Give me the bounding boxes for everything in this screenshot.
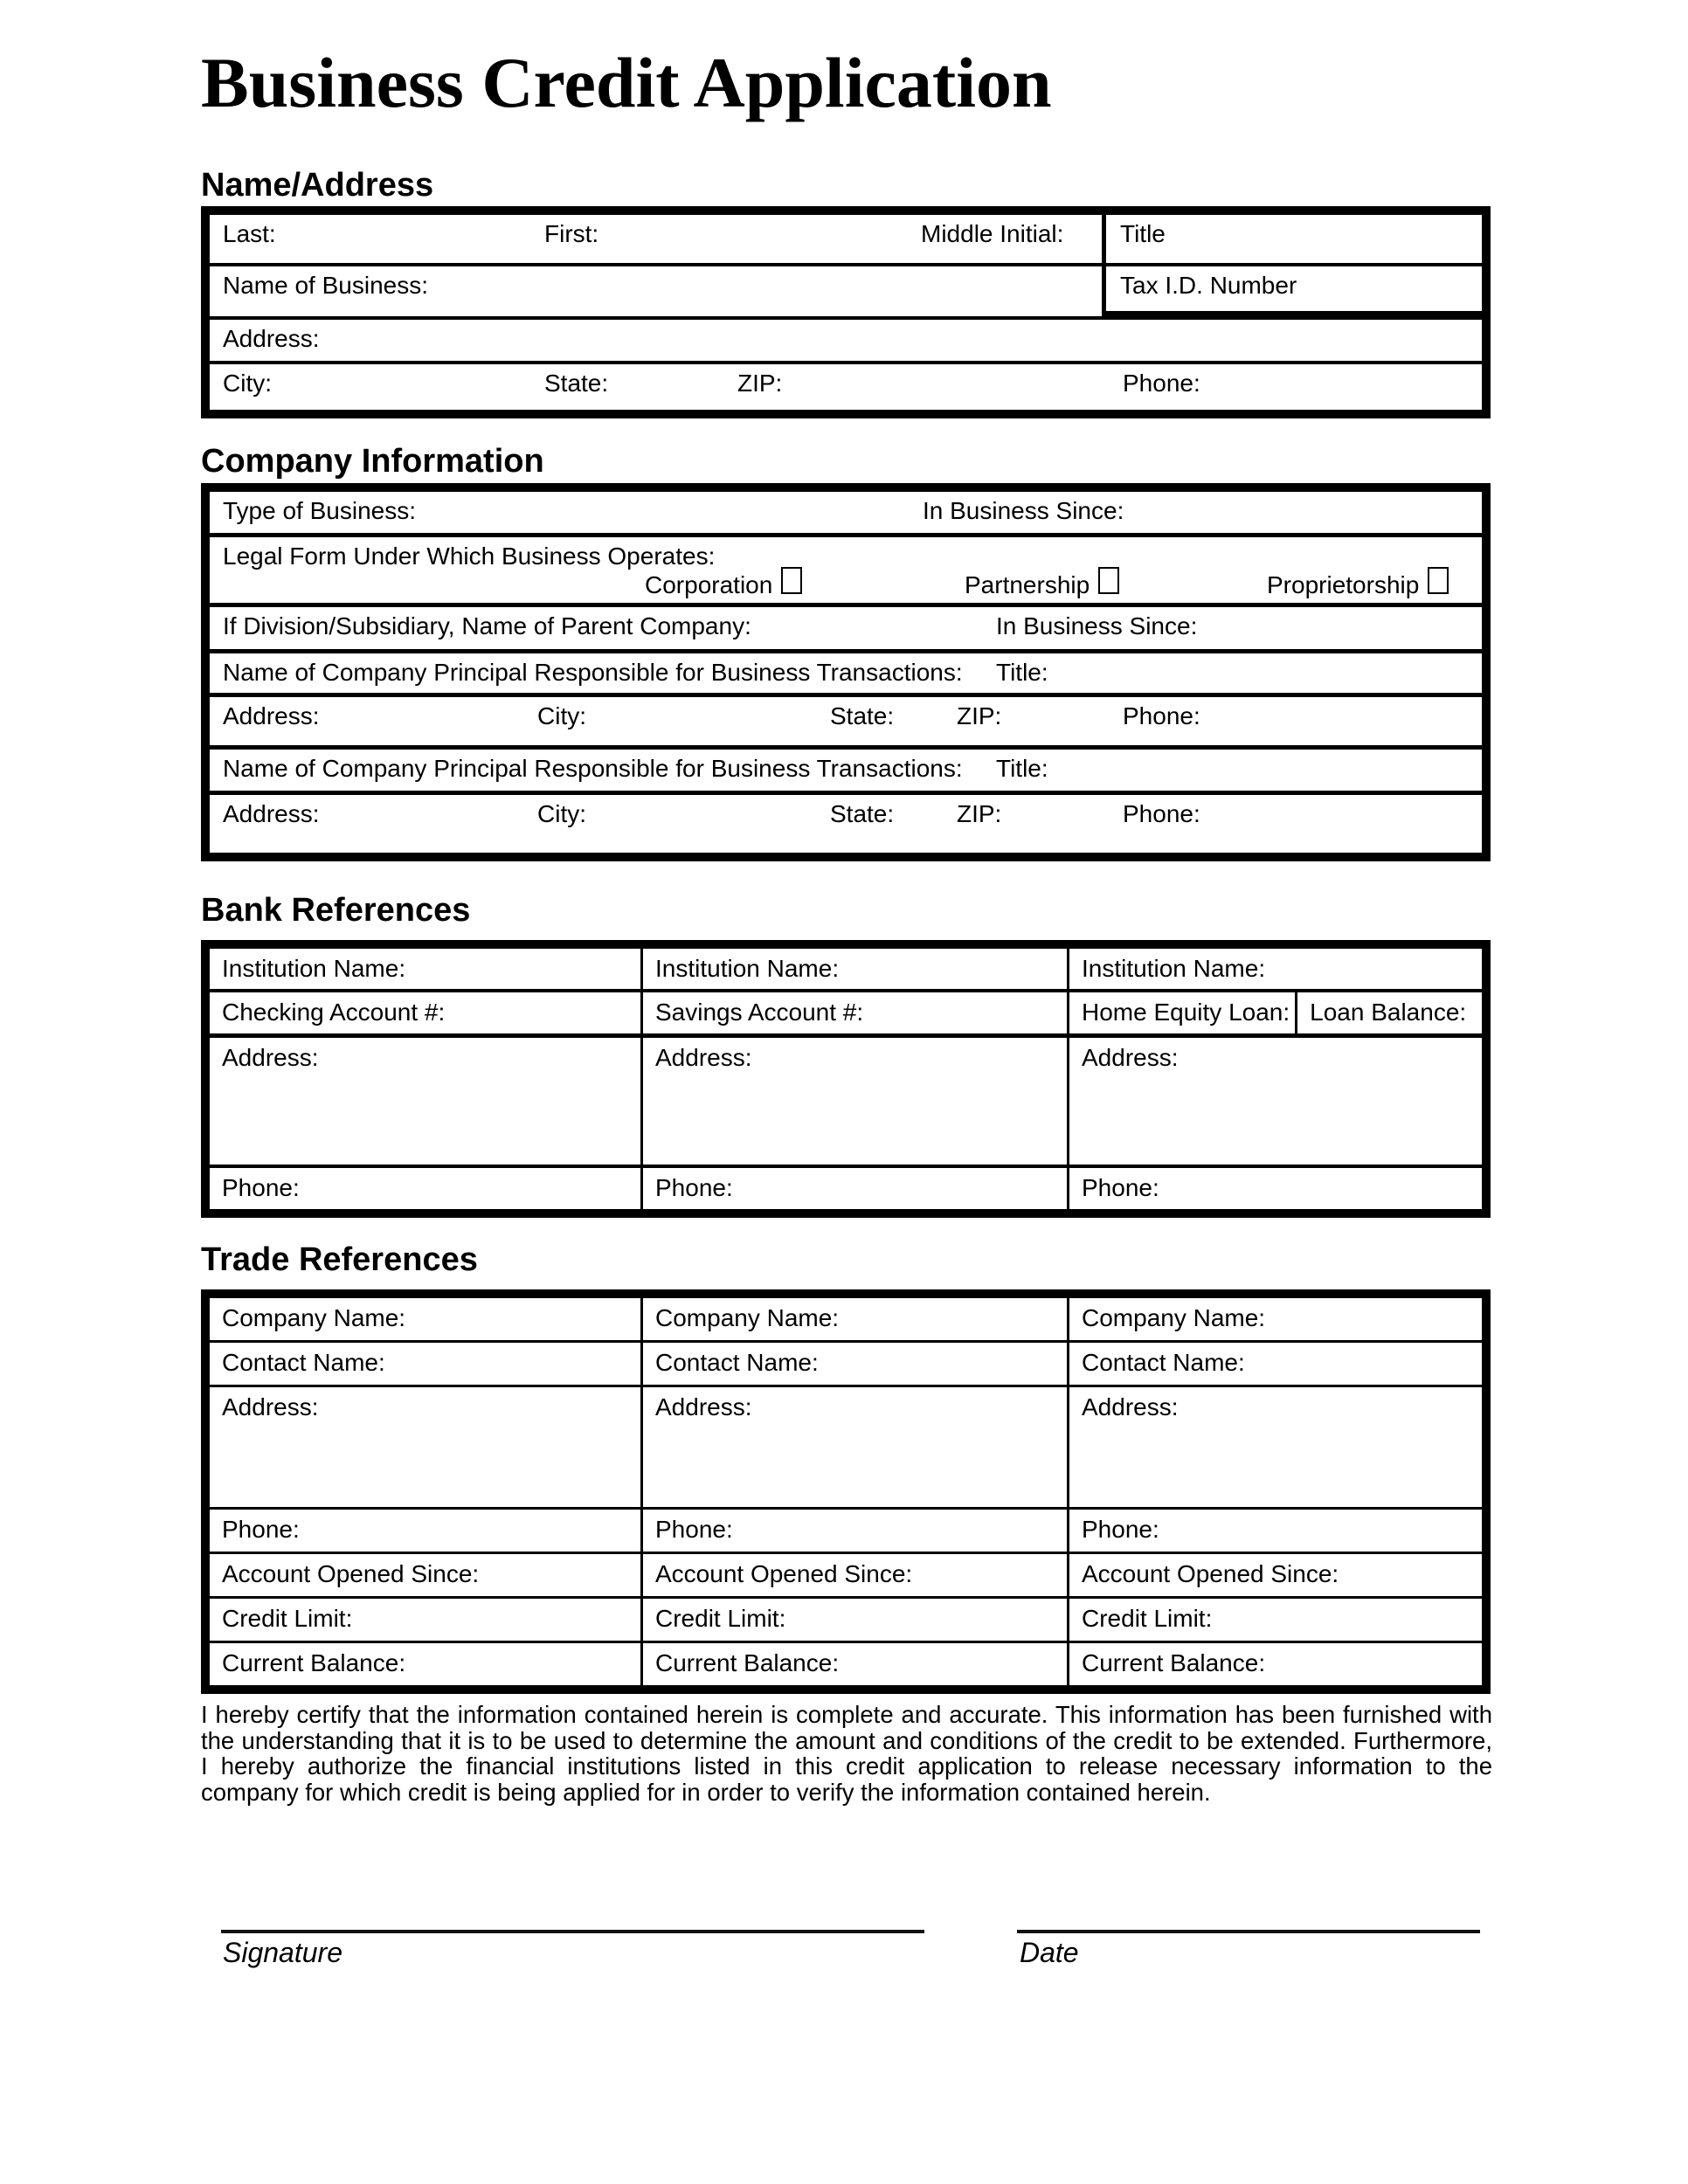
bank-institution-row (210, 949, 1482, 989)
name-address-table (201, 206, 1491, 418)
name-of-business-label: Name of Business: (223, 272, 428, 299)
trade3-contact-cell[interactable] (1067, 1343, 1482, 1385)
section-heading-trade-references: Trade References (201, 1241, 478, 1278)
principal-state-label-2: State: (830, 800, 895, 827)
principal-row-2[interactable] (210, 745, 1482, 791)
trade3-company-cell[interactable] (1067, 1298, 1482, 1340)
home-equity-loan-cell[interactable] (1069, 992, 1297, 1033)
partnership-option (965, 571, 1119, 600)
trade3-address-cell[interactable] (1067, 1387, 1482, 1507)
trade2-credit-cell[interactable] (640, 1599, 1067, 1641)
contact-name-label-1: Contact Name: (222, 1349, 385, 1376)
first-name-label: First: (544, 220, 599, 247)
parent-company-row[interactable] (210, 603, 1482, 649)
savings-account-label: Savings Account #: (655, 999, 864, 1026)
proprietorship-label: Proprietorship (1267, 570, 1420, 598)
principal-name-label-2: Name of Company Principal Responsible for Business Transactions: (223, 755, 963, 782)
bank2-phone-cell[interactable] (640, 1168, 1067, 1209)
date-line[interactable] (1017, 1930, 1480, 1933)
trade1-opened-cell[interactable] (210, 1554, 640, 1596)
trade3-credit-cell[interactable] (1067, 1599, 1482, 1641)
credit-limit-label-2: Credit Limit: (655, 1605, 786, 1632)
trade3-opened-cell[interactable] (1067, 1554, 1482, 1596)
principal-address-label-1: Address: (223, 702, 320, 729)
proprietorship-option (1267, 571, 1449, 600)
trade2-opened-cell[interactable] (640, 1554, 1067, 1596)
section-heading-bank-references: Bank References (201, 892, 471, 929)
bank-phone-label-1: Phone: (222, 1174, 300, 1201)
trade-credit-limit-row (210, 1596, 1482, 1641)
bank1-address-cell[interactable] (210, 1038, 640, 1165)
address-cell[interactable] (210, 320, 1482, 364)
trade1-contact-cell[interactable] (210, 1343, 640, 1385)
type-of-business-label: Type of Business: (223, 497, 417, 524)
trade-contact-row (210, 1340, 1482, 1385)
company-name-label-3: Company Name: (1082, 1304, 1266, 1331)
home-equity-loan-label: Home Equity Loan: (1082, 999, 1290, 1026)
bank-account-row (210, 989, 1482, 1033)
trade-address-label-3: Address: (1082, 1393, 1179, 1420)
current-balance-label-1: Current Balance: (222, 1649, 406, 1676)
parent-company-label: If Division/Subsidiary, Name of Parent Company: (223, 612, 751, 639)
principal-zip-label-2: ZIP: (957, 800, 1002, 827)
trade1-company-cell[interactable] (210, 1298, 640, 1340)
bank-phone-row (210, 1165, 1482, 1209)
checking-account-label: Checking Account #: (222, 999, 446, 1026)
title-label: Title (1120, 220, 1166, 247)
trade-phone-label-1: Phone: (222, 1516, 300, 1543)
credit-limit-label-1: Credit Limit: (222, 1605, 353, 1632)
trade-references-table (201, 1289, 1491, 1694)
title-cell[interactable] (1102, 215, 1482, 266)
city-label: City: (223, 370, 272, 397)
bank-address-label-2: Address: (655, 1044, 752, 1071)
principal-city-label-2: City: (537, 800, 586, 827)
current-balance-label-3: Current Balance: (1082, 1649, 1266, 1676)
account-opened-label-2: Account Opened Since: (655, 1560, 913, 1587)
trade3-phone-cell[interactable] (1067, 1510, 1482, 1552)
address-row (210, 320, 1482, 364)
trade-address-label-2: Address: (655, 1393, 752, 1420)
trade2-balance-cell[interactable] (640, 1643, 1067, 1685)
bank-phone-label-2: Phone: (655, 1174, 733, 1201)
partnership-checkbox[interactable] (1098, 567, 1119, 594)
bank-references-table (201, 940, 1491, 1218)
principal-address-row-1[interactable] (210, 693, 1482, 745)
signature-line[interactable] (221, 1930, 924, 1933)
trade1-address-cell[interactable] (210, 1387, 640, 1507)
trade-address-label-1: Address: (222, 1393, 319, 1420)
bank3-address-cell[interactable] (1067, 1038, 1482, 1165)
date-label: Date (1020, 1937, 1079, 1968)
type-of-business-row[interactable] (210, 492, 1482, 533)
principal-title-label-2: Title: (996, 755, 1048, 782)
principal-phone-label-2: Phone: (1123, 800, 1200, 827)
bank-phone-label-3: Phone: (1082, 1174, 1159, 1201)
in-business-since-label-2: In Business Since: (996, 612, 1198, 639)
trade2-company-cell[interactable] (640, 1298, 1067, 1340)
state-label: State: (544, 370, 609, 397)
corporation-option (645, 571, 802, 600)
bank2-address-cell[interactable] (640, 1038, 1067, 1165)
bank3-phone-cell[interactable] (1067, 1168, 1482, 1209)
bank1-phone-cell[interactable] (210, 1168, 640, 1209)
legal-form-label: Legal Form Under Which Business Operates: (223, 543, 716, 570)
principal-city-label-1: City: (537, 702, 586, 729)
company-name-label-2: Company Name: (655, 1304, 840, 1331)
bank1-institution-cell[interactable] (210, 949, 640, 989)
bank-address-row (210, 1033, 1482, 1165)
loan-cells (1067, 992, 1482, 1033)
principal-zip-label-1: ZIP: (957, 702, 1002, 729)
name-row (210, 215, 1482, 266)
partnership-label: Partnership (965, 570, 1090, 598)
institution-name-label-3: Institution Name: (1082, 955, 1266, 982)
phone-label: Phone: (1123, 370, 1200, 397)
company-name-label-1: Company Name: (222, 1304, 406, 1331)
trade-company-row (210, 1298, 1482, 1340)
zip-label: ZIP: (737, 370, 783, 397)
address-label: Address: (223, 325, 320, 352)
trade-balance-row (210, 1641, 1482, 1685)
trade1-phone-cell[interactable] (210, 1510, 640, 1552)
business-name-row (210, 266, 1482, 320)
bank-address-label-3: Address: (1082, 1044, 1179, 1071)
trade2-address-cell[interactable] (640, 1387, 1067, 1507)
principal-address-row-2[interactable] (210, 791, 1482, 853)
legal-form-row (210, 533, 1482, 603)
principal-title-label-1: Title: (996, 659, 1048, 686)
city-state-zip-phone-cell[interactable] (210, 364, 1482, 410)
bank3-institution-cell[interactable] (1067, 949, 1482, 989)
trade3-balance-cell[interactable] (1067, 1643, 1482, 1685)
principal-state-label-1: State: (830, 702, 895, 729)
institution-name-label-2: Institution Name: (655, 955, 840, 982)
last-name-label: Last: (223, 220, 276, 247)
signature-label: Signature (223, 1937, 342, 1968)
principal-phone-label-1: Phone: (1123, 702, 1200, 729)
trade-phone-row (210, 1507, 1482, 1552)
corporation-checkbox[interactable] (781, 567, 802, 594)
tax-id-cell[interactable] (1102, 266, 1482, 320)
trade2-contact-cell[interactable] (640, 1343, 1067, 1385)
principal-row-1[interactable] (210, 649, 1482, 693)
proprietorship-checkbox[interactable] (1428, 567, 1449, 594)
section-heading-name-address: Name/Address (201, 167, 434, 204)
name-fields-cell[interactable] (210, 215, 1102, 266)
contact-name-label-3: Contact Name: (1082, 1349, 1245, 1376)
page-title: Business Credit Application (201, 43, 1052, 122)
trade1-balance-cell[interactable] (210, 1643, 640, 1685)
trade-address-row (210, 1385, 1482, 1507)
name-of-business-cell[interactable] (210, 266, 1102, 320)
trade2-phone-cell[interactable] (640, 1510, 1067, 1552)
company-information-table (201, 483, 1491, 861)
in-business-since-label: In Business Since: (923, 497, 1124, 524)
corporation-label: Corporation (645, 570, 773, 598)
bank-address-label-1: Address: (222, 1044, 319, 1071)
city-state-zip-row (210, 364, 1482, 410)
trade-phone-label-2: Phone: (655, 1516, 733, 1543)
section-heading-company-information: Company Information (201, 443, 544, 480)
bank2-institution-cell[interactable] (640, 949, 1067, 989)
trade1-credit-cell[interactable] (210, 1599, 640, 1641)
loan-balance-cell[interactable] (1297, 992, 1482, 1033)
account-opened-label-1: Account Opened Since: (222, 1560, 480, 1587)
savings-account-cell[interactable] (640, 992, 1067, 1033)
tax-id-label: Tax I.D. Number (1120, 272, 1297, 299)
trade-phone-label-3: Phone: (1082, 1516, 1159, 1543)
principal-name-label-1: Name of Company Principal Responsible for Business Transactions: (223, 659, 963, 686)
current-balance-label-2: Current Balance: (655, 1649, 840, 1676)
contact-name-label-2: Contact Name: (655, 1349, 819, 1376)
account-opened-label-3: Account Opened Since: (1082, 1560, 1339, 1587)
principal-address-label-2: Address: (223, 800, 320, 827)
loan-balance-label: Loan Balance: (1310, 999, 1467, 1026)
checking-account-cell[interactable] (210, 992, 640, 1033)
trade-opened-row (210, 1552, 1482, 1596)
middle-initial-label: Middle Initial: (921, 220, 1064, 247)
certification-paragraph: I hereby certify that the information contained herein is complete and accurate. This information has been furnished with the understanding that it is to be used to determine the amount and conditions of the credit to be extended. Furthermore, I hereby authorize the financial institutions listed in this credit application to release necessary information to the company for which credit is being applied for in order to verify the information contained herein. (201, 1701, 1492, 1806)
credit-limit-label-3: Credit Limit: (1082, 1605, 1213, 1632)
institution-name-label-1: Institution Name: (222, 955, 406, 982)
